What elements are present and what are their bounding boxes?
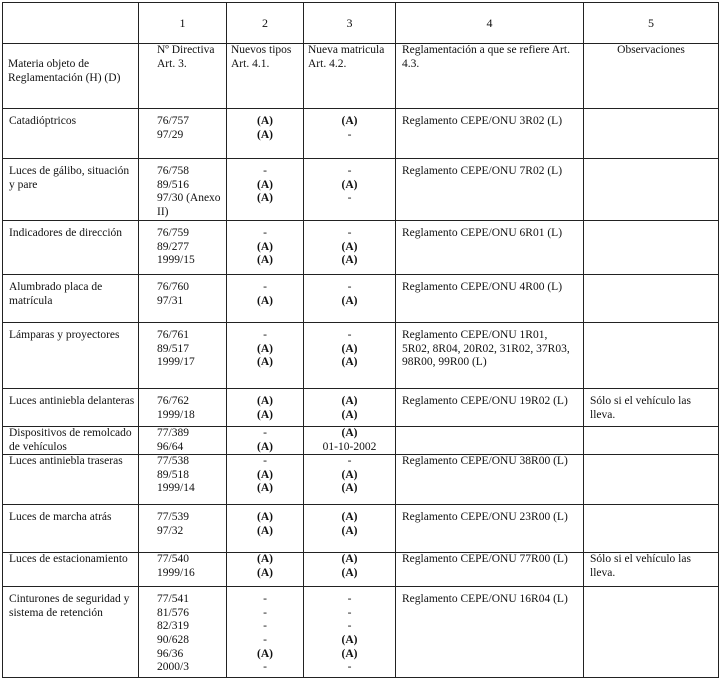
header-row <box>3 44 719 109</box>
cell-line: (A) <box>341 294 358 307</box>
cell-line: Reglamento CEPE/ONU 4R00 (L) <box>402 281 563 293</box>
table-row <box>3 221 719 275</box>
cell-line: (A) <box>341 566 358 579</box>
cell-line: Lámparas y proyectores <box>9 329 120 341</box>
directiva-cell <box>139 221 227 275</box>
cell-line: (A) <box>257 254 273 267</box>
cell-line: 89/517 <box>157 342 189 355</box>
nuevos-tipos-cell <box>227 159 304 221</box>
cell-line: 77/540 <box>157 553 189 566</box>
cell-line: II) <box>157 205 169 218</box>
cell-line: Luces de estacionamiento <box>9 553 128 566</box>
table-body <box>3 109 719 678</box>
reglamentacion-cell <box>396 109 584 159</box>
cell-line: Reglamento CEPE/ONU 19R02 (L) <box>402 395 568 407</box>
cell-line: 81/576 <box>157 606 189 619</box>
cell-line: (A) <box>257 240 273 253</box>
observaciones-cell <box>584 455 719 505</box>
nueva-matricula-cell <box>304 587 396 678</box>
directiva-cell <box>139 389 227 427</box>
cell-line: 89/518 <box>157 468 189 481</box>
cell-line: 77/541 <box>157 593 189 606</box>
nuevos-tipos-cell <box>227 389 304 427</box>
observaciones-cell <box>584 109 719 159</box>
cell-line: 5R02, 8R04, 20R02, 31R02, 37R03, <box>402 342 570 355</box>
cell-line: Luces de gálibo, situación <box>9 165 130 177</box>
cell-line: Alumbrado placa de <box>9 281 103 293</box>
cell-line: (A) <box>341 356 358 369</box>
cell-line: (A) <box>257 511 273 524</box>
cell-line: - <box>347 165 352 177</box>
cell-line: - <box>263 661 267 674</box>
column-number: 4 <box>396 3 584 44</box>
directiva-cell <box>139 323 227 389</box>
column-number: 5 <box>584 3 719 44</box>
cell-line: 76/761 <box>157 329 189 341</box>
cell-line: 82/319 <box>157 620 189 633</box>
observaciones-cell <box>584 505 719 553</box>
cell-line: (A) <box>341 427 358 439</box>
cell-line: (A) <box>341 482 358 495</box>
directiva-cell <box>139 159 227 221</box>
cell-line: - <box>263 620 267 633</box>
cell-line: (A) <box>257 192 273 205</box>
materia-cell <box>3 323 139 389</box>
cell-line: 97/29 <box>157 128 184 141</box>
cell-line: - <box>347 192 352 205</box>
cell-line: (A) <box>341 524 358 537</box>
cell-line: Reglamento CEPE/ONU 3R02 (L) <box>402 115 563 127</box>
reglamentacion-cell <box>396 505 584 553</box>
directiva-cell <box>139 553 227 587</box>
directiva-cell <box>139 275 227 323</box>
cell-line: 96/64 <box>157 440 184 453</box>
cell-line: (A) <box>257 408 273 421</box>
observaciones-cell <box>584 275 719 323</box>
materia-cell <box>3 427 139 455</box>
cell-line: (A) <box>257 566 273 579</box>
cell-line: 76/758 <box>157 165 189 177</box>
cell-line: - <box>347 227 352 239</box>
table-row <box>3 389 719 427</box>
cell-line: 1999/16 <box>157 566 195 579</box>
reglamentacion-cell <box>396 455 584 505</box>
column-number-row <box>3 3 719 44</box>
nueva-matricula-cell <box>304 221 396 275</box>
nuevos-tipos-cell <box>227 427 304 455</box>
cell-line: - <box>263 427 267 439</box>
nuevos-tipos-cell <box>227 455 304 505</box>
cell-line: 1999/15 <box>157 254 195 267</box>
materia-cell <box>3 221 139 275</box>
nueva-matricula-cell <box>304 505 396 553</box>
cell-line: Cinturones de seguridad y <box>9 593 130 606</box>
cell-line: (A) <box>257 342 273 355</box>
cell-line: 96/36 <box>157 647 184 660</box>
table-row <box>3 427 719 455</box>
cell-line: Reglamento CEPE/ONU 1R01, <box>402 329 548 341</box>
cell-line: Sólo si el vehículo las <box>590 553 691 566</box>
cell-line: - <box>347 593 352 606</box>
nuevos-tipos-cell <box>227 505 304 553</box>
nueva-matricula-cell <box>304 455 396 505</box>
cell-line: (A) <box>257 178 273 191</box>
cell-line: y pare <box>9 178 38 191</box>
regulation-table <box>2 2 719 678</box>
table-row <box>3 159 719 221</box>
cell-line: (A) <box>257 440 273 453</box>
cell-line: - <box>347 128 352 141</box>
observaciones-cell <box>584 389 719 427</box>
cell-line: (A) <box>341 647 358 660</box>
cell-line: 77/538 <box>157 455 189 468</box>
cell-line: 98R00, 99R00 (L) <box>402 356 487 369</box>
nuevos-tipos-cell <box>227 275 304 323</box>
cell-line: - <box>263 606 267 619</box>
cell-line: - <box>347 281 352 293</box>
cell-line: - <box>347 661 352 674</box>
column-number: 3 <box>304 3 396 44</box>
cell-line: Sólo si el vehículo las <box>590 395 691 407</box>
cell-line: (A) <box>341 633 358 646</box>
materia-cell <box>3 505 139 553</box>
reglamentacion-cell <box>396 221 584 275</box>
cell-line: (A) <box>341 115 358 127</box>
cell-line: Luces antiniebla delanteras <box>9 395 135 407</box>
cell-line: (A) <box>257 524 273 537</box>
nueva-matricula-cell <box>304 323 396 389</box>
observaciones-cell <box>584 587 719 678</box>
column-number: 2 <box>227 3 304 44</box>
cell-line: - <box>263 227 267 239</box>
nuevos-tipos-cell <box>227 221 304 275</box>
column-number-blank <box>3 3 139 44</box>
cell-line: (A) <box>341 254 358 267</box>
cell-line: 01-10-2002 <box>322 440 377 453</box>
cell-line: - <box>347 606 352 619</box>
cell-line: 97/32 <box>157 524 184 537</box>
reglamentacion-cell <box>396 553 584 587</box>
table-row <box>3 109 719 159</box>
column-number: 1 <box>139 3 227 44</box>
cell-line: 77/389 <box>157 427 189 439</box>
cell-line: 76/757 <box>157 115 189 127</box>
directiva-cell <box>139 427 227 455</box>
reglamentacion-cell <box>396 389 584 427</box>
cell-line: (A) <box>257 395 273 407</box>
materia-cell <box>3 455 139 505</box>
cell-line: de vehículos <box>9 440 67 453</box>
cell-line: 76/759 <box>157 227 189 239</box>
cell-line: 2000/3 <box>157 661 189 674</box>
directiva-cell <box>139 455 227 505</box>
cell-line: (A) <box>257 482 273 495</box>
header-observaciones: Observaciones <box>584 44 719 109</box>
cell-line: lleva. <box>590 408 616 421</box>
cell-line: Indicadores de dirección <box>9 227 123 239</box>
directiva-cell <box>139 505 227 553</box>
cell-line: sistema de retención <box>9 606 103 619</box>
cell-line: 76/760 <box>157 281 189 293</box>
cell-line: - <box>347 329 352 341</box>
observaciones-cell <box>584 159 719 221</box>
cell-line: (A) <box>257 468 273 481</box>
materia-cell <box>3 109 139 159</box>
materia-cell <box>3 587 139 678</box>
cell-line: - <box>347 620 352 633</box>
directiva-cell <box>139 109 227 159</box>
nueva-matricula-cell <box>304 109 396 159</box>
reglamentacion-cell <box>396 323 584 389</box>
cell-line: 1999/14 <box>157 482 195 495</box>
cell-line: 89/516 <box>157 178 189 191</box>
cell-line: (A) <box>257 128 273 141</box>
cell-line: 1999/17 <box>157 356 195 369</box>
header-nueva-matricula: Nueva matricula Art. 4.2. <box>304 44 396 109</box>
observaciones-cell <box>584 553 719 587</box>
table-row <box>3 455 719 505</box>
cell-line: Reglamento CEPE/ONU 23R00 (L) <box>402 511 568 524</box>
observaciones-cell <box>584 323 719 389</box>
table-row <box>3 553 719 587</box>
cell-line: Reglamento CEPE/ONU 6R01 (L) <box>402 227 563 239</box>
cell-line: (A) <box>341 342 358 355</box>
table-row <box>3 275 719 323</box>
nueva-matricula-cell <box>304 159 396 221</box>
cell-line: 90/628 <box>157 633 189 646</box>
cell-line: (A) <box>341 553 358 566</box>
cell-line: (A) <box>257 356 273 369</box>
cell-line: (A) <box>257 553 273 566</box>
header-reglamentacion: Reglamentación a que se refiere Art. 4.3. <box>396 44 584 109</box>
cell-line: - <box>263 593 267 606</box>
table-row <box>3 323 719 389</box>
cell-line: Luces de marcha atrás <box>9 511 112 524</box>
cell-line: Reglamento CEPE/ONU 16R04 (L) <box>402 593 568 606</box>
nueva-matricula-cell <box>304 427 396 455</box>
nuevos-tipos-cell <box>227 323 304 389</box>
reglamentacion-cell <box>396 159 584 221</box>
cell-line: - <box>347 455 352 468</box>
nuevos-tipos-cell <box>227 109 304 159</box>
cell-line: 97/30 (Anexo <box>157 192 221 205</box>
cell-line: lleva. <box>590 566 616 579</box>
materia-cell <box>3 553 139 587</box>
cell-line: - <box>263 329 267 341</box>
nuevos-tipos-cell <box>227 587 304 678</box>
cell-line: 76/762 <box>157 395 189 407</box>
cell-line: - <box>263 165 267 177</box>
directiva-cell <box>139 587 227 678</box>
cell-line: Reglamento CEPE/ONU 77R00 (L) <box>402 553 568 566</box>
nueva-matricula-cell <box>304 275 396 323</box>
cell-line: (A) <box>341 395 358 407</box>
nueva-matricula-cell <box>304 553 396 587</box>
cell-line: (A) <box>341 178 358 191</box>
cell-line: (A) <box>257 647 273 660</box>
cell-line: (A) <box>341 240 358 253</box>
header-directiva: Nº Directiva Art. 3. <box>139 44 227 109</box>
reglamentacion-cell <box>396 587 584 678</box>
table-row <box>3 587 719 678</box>
cell-line: 89/277 <box>157 240 189 253</box>
table-row <box>3 505 719 553</box>
materia-cell <box>3 389 139 427</box>
nuevos-tipos-cell <box>227 553 304 587</box>
materia-cell <box>3 275 139 323</box>
cell-line: (A) <box>257 115 273 127</box>
cell-line: - <box>263 633 267 646</box>
header-materia: Materia objeto de Reglamentación (H) (D) <box>3 44 139 109</box>
cell-line: (A) <box>341 468 358 481</box>
cell-line: - <box>263 281 267 293</box>
cell-line: (A) <box>257 294 273 307</box>
reglamentacion-cell <box>396 275 584 323</box>
cell-line: matrícula <box>9 294 53 307</box>
cell-line: 1999/18 <box>157 408 195 421</box>
header-nuevos-tipos: Nuevos tipos Art. 4.1. <box>227 44 304 109</box>
observaciones-cell <box>584 221 719 275</box>
reglamentacion-cell <box>396 427 584 455</box>
cell-line: - <box>263 455 267 468</box>
cell-line: (A) <box>341 408 358 421</box>
cell-line: Luces antiniebla traseras <box>9 455 123 468</box>
cell-line: (A) <box>341 511 358 524</box>
cell-line: Reglamento CEPE/ONU 38R00 (L) <box>402 455 568 468</box>
nueva-matricula-cell <box>304 389 396 427</box>
cell-line: 77/539 <box>157 511 189 524</box>
cell-line: Dispositivos de remolcado <box>9 427 132 439</box>
observaciones-cell <box>584 427 719 455</box>
materia-cell <box>3 159 139 221</box>
cell-line: 97/31 <box>157 294 184 307</box>
cell-line: Catadióptricos <box>9 115 77 127</box>
cell-line: Reglamento CEPE/ONU 7R02 (L) <box>402 165 563 177</box>
